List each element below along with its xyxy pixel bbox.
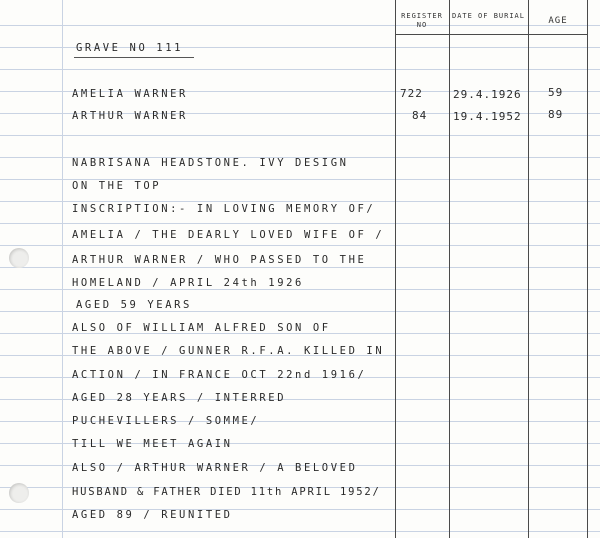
note-line: NABRISANA HEADSTONE. IVY DESIGN — [72, 157, 349, 169]
note-line: ON THE TOP — [72, 180, 162, 192]
burial-name: AMELIA WARNER — [72, 88, 188, 100]
note-line: ACTION / IN FRANCE OCT 22nd 1916/ — [72, 369, 367, 381]
note-line: THE ABOVE / GUNNER R.F.A. KILLED IN — [72, 345, 385, 357]
header-rule — [395, 34, 588, 35]
grave-title-underline — [74, 57, 194, 58]
punch-hole-bottom — [9, 483, 29, 503]
margin-rule — [62, 0, 63, 538]
age-at-death: 59 — [548, 86, 564, 99]
note-line: INSCRIPTION:- IN LOVING MEMORY OF/ — [72, 203, 376, 215]
note-line: HUSBAND & FATHER DIED 11th APRIL 1952/ — [72, 486, 381, 498]
note-line: PUCHEVILLERS / SOMME/ — [72, 415, 260, 427]
burial-date: 19.4.1952 — [453, 110, 522, 123]
header-date-of-burial: DATE OF BURIAL — [451, 12, 525, 20]
age-at-death: 89 — [548, 108, 564, 121]
column-divider-2 — [449, 0, 450, 538]
grave-title: GRAVE NO 111 — [76, 42, 184, 54]
punch-hole-top — [9, 248, 29, 268]
burial-date: 29.4.1926 — [453, 88, 522, 101]
note-line: ALSO / ARTHUR WARNER / A BELOVED — [72, 462, 358, 474]
column-divider-1 — [395, 0, 396, 538]
note-line: AGED 89 / REUNITED — [72, 509, 233, 521]
header-age: AGE — [548, 16, 568, 26]
register-number: 84 — [412, 109, 428, 122]
note-line: ARTHUR WARNER / WHO PASSED TO THE — [72, 254, 367, 266]
header-register-no: REGISTER NO — [401, 12, 443, 29]
note-line: TILL WE MEET AGAIN — [72, 438, 233, 450]
column-divider-4 — [587, 0, 588, 538]
burial-name: ARTHUR WARNER — [72, 110, 188, 122]
note-line: AGED 59 YEARS — [76, 299, 192, 311]
note-line: AMELIA / THE DEARLY LOVED WIFE OF / — [72, 229, 385, 241]
column-divider-3 — [528, 0, 529, 538]
note-line: ALSO OF WILLIAM ALFRED SON OF — [72, 322, 331, 334]
note-line: AGED 28 YEARS / INTERRED — [72, 392, 287, 404]
register-number: 722 — [400, 87, 423, 100]
note-line: HOMELAND / APRIL 24th 1926 — [72, 277, 304, 289]
